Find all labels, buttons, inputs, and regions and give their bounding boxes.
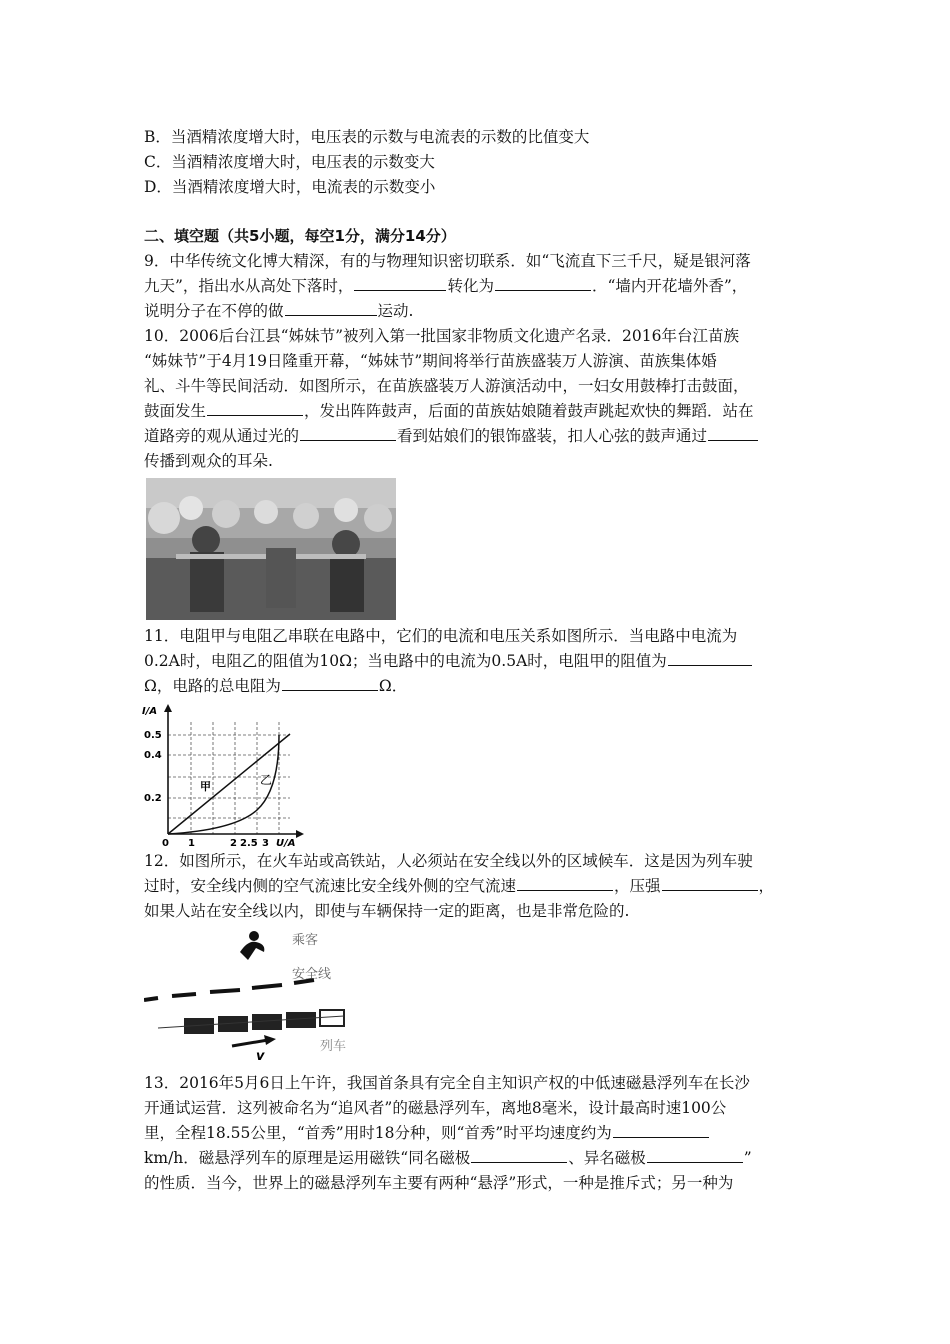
q13-line-2: 开通试运营．这列被命名为“追风者”的磁悬浮列车，离地8毫米，设计最高时速100公 (144, 1099, 727, 1117)
q12-text-b: ，压强 (614, 877, 661, 895)
velocity-arrow (232, 1040, 268, 1046)
festival-photo (146, 478, 396, 620)
q13-text-d: ” (743, 1149, 752, 1167)
train-label: 列车 (320, 1039, 347, 1054)
q10-text-a: 鼓面发生 (144, 402, 207, 420)
q11-text-b: Ω，电路的总电阻为 (144, 677, 281, 695)
x-tick-3: 3 (262, 838, 269, 848)
q13-line-1: 13．2016年5月6日上午许，我国首条具有完全自主知识产权的中低速磁悬浮列车在长沙 (144, 1074, 750, 1092)
q11-blank-2[interactable] (282, 675, 378, 691)
q10-blank-2[interactable] (300, 425, 396, 441)
iu-graph (140, 700, 310, 848)
x-tick-0: 0 (162, 838, 169, 848)
q10-line-6: 传播到观众的耳朵. (144, 452, 273, 470)
q9-text-c: ．“墙内开花墙外香”， (591, 277, 748, 295)
q9-blank-2[interactable] (495, 275, 591, 291)
q13-line-4 (144, 1147, 752, 1169)
q9-text-a: 九天”，指出水从高处下落时， (144, 277, 354, 295)
x-tick-1: 1 (188, 838, 195, 848)
q11-line-1: 11．电阻甲与电阻乙串联在电路中，它们的电流和电压关系如图所示．当电路中电流为 (144, 627, 738, 645)
option-c: C．当酒精浓度增大时，电压表的示数变大 (144, 153, 435, 171)
q11-text-a: 0.2A时，电阻乙的阻值为10Ω；当电路中的电流为0.5A时，电阻甲的阻值为 (144, 652, 667, 670)
q10-blank-1[interactable] (207, 400, 303, 416)
q11-line-2 (144, 650, 753, 672)
q11-text-c: Ω． (378, 677, 408, 695)
option-d: D．当酒精浓度增大时，电流表的示数变小 (144, 178, 436, 196)
train-icon (158, 1010, 344, 1034)
section-heading: 二、填空题（共5小题，每空1分，满分14分） (144, 227, 456, 245)
q12-blank-1[interactable] (517, 875, 613, 891)
y-axis-label: I/A (142, 706, 158, 717)
option-b: B．当酒精浓度增大时，电压表的示数与电流表的示数的比值变大 (144, 128, 590, 146)
passenger-icon (240, 931, 264, 960)
x-tick-2: 2 (230, 838, 237, 848)
q9-blank-3[interactable] (285, 300, 377, 316)
q13-line-5: 的性质．当今，世界上的磁悬浮列车主要有两种“悬浮”形式，一种是推斥式；另一种为 (144, 1174, 734, 1192)
q10-line-5 (144, 425, 759, 447)
x-tick-2-5: 2.5 (240, 838, 258, 848)
q13-text-c: 、异名磁极 (568, 1149, 646, 1167)
curve-yi-label: 乙 (260, 773, 273, 787)
q12-text-c: ， (758, 877, 775, 895)
safety-line-label: 安全线 (292, 967, 332, 982)
curve-jia-label: 甲 (200, 780, 211, 793)
q10-line-2: “姊妹节”于4月19日隆重开幕，“姊妹节”期间将举行苗族盛装万人游演、苗族集体婚 (144, 352, 717, 370)
y-tick-0-2: 0.2 (144, 793, 162, 804)
q10-line-4 (144, 400, 754, 422)
q9-line-2 (144, 275, 747, 297)
q13-blank-2[interactable] (471, 1147, 567, 1163)
q13-text-b: km/h．磁悬浮列车的原理是运用磁铁“同名磁极 (144, 1149, 471, 1167)
q9-text-b: 转化为 (447, 277, 494, 295)
q10-text-d: 看到姑娘们的银饰盛装，扣人心弦的鼓声通过 (397, 427, 708, 445)
q9-text-e: 运动. (377, 302, 414, 320)
q12-blank-2[interactable] (662, 875, 758, 891)
q9-line-3 (144, 300, 413, 322)
train-figure (144, 922, 354, 1062)
q13-blank-1[interactable] (613, 1122, 709, 1138)
q10-text-c: 道路旁的观从通过光的 (144, 427, 300, 445)
y-tick-0-5: 0.5 (144, 730, 162, 741)
q12-line-1: 12．如图所示，在火车站或高铁站，人必须站在安全线以外的区域候车．这是因为列车驶 (144, 852, 753, 870)
q10-text-b: ，发出阵阵鼓声，后面的苗族姑娘随着鼓声跳起欢快的舞蹈．站在 (304, 402, 754, 420)
q13-line-3 (144, 1122, 710, 1144)
q9-line-1: 9．中华传统文化博大精深，有的与物理知识密切联系．如“飞流直下三千尺，疑是银河落 (144, 252, 751, 270)
velocity-label: v (256, 1049, 265, 1062)
q11-line-3 (144, 675, 407, 697)
q12-text-a: 过时，安全线内侧的空气流速比安全线外侧的空气流速 (144, 877, 517, 895)
q9-blank-1[interactable] (354, 275, 446, 291)
q13-blank-3[interactable] (647, 1147, 743, 1163)
passenger-label: 乘客 (292, 933, 319, 948)
q11-blank-1[interactable] (668, 650, 752, 666)
q9-text-d: 说明分子在不停的做 (144, 302, 284, 320)
q12-line-2 (144, 875, 774, 897)
q10-blank-3[interactable] (708, 425, 758, 441)
q12-line-3: 如果人站在安全线以内，即使与车辆保持一定的距离，也是非常危险的. (144, 902, 630, 920)
y-tick-0-4: 0.4 (144, 750, 162, 761)
x-axis-label: U/A (276, 838, 296, 848)
q10-line-3: 礼、斗牛等民间活动．如图所示，在苗族盛装万人游演活动中，一妇女用鼓棒打击鼓面， (144, 377, 749, 395)
q10-line-1: 10．2006后台江县“姊妹节”被列入第一批国家非物质文化遗产名录．2016年台江苗族 (144, 327, 739, 345)
festival-photo-scene (146, 478, 396, 620)
q13-text-a: 里，全程18.55公里，“首秀”用时18分种，则“首秀”时平均速度约为 (144, 1124, 612, 1142)
